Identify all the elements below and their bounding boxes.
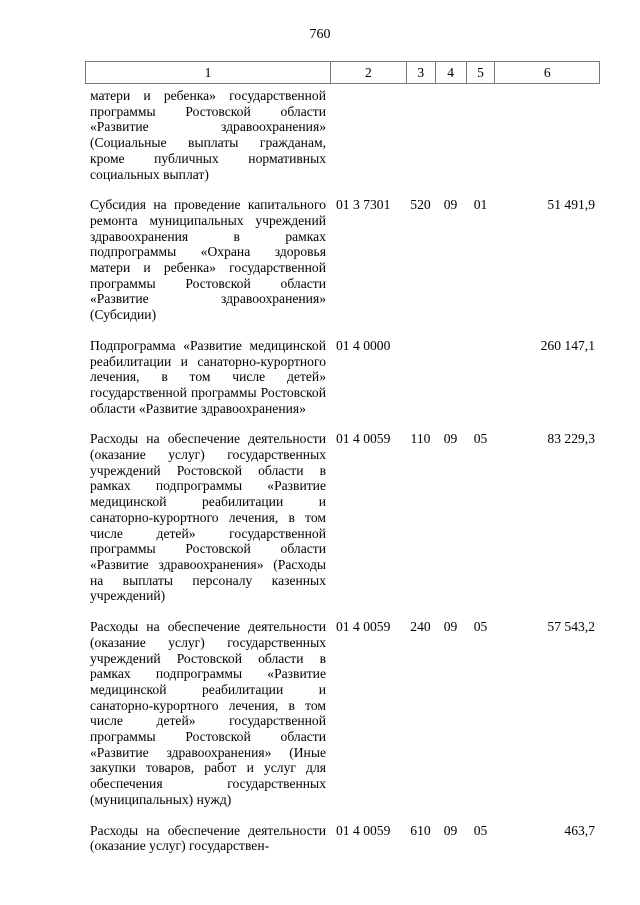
column-header-2: 2 xyxy=(330,62,406,83)
subsection-code: 05 xyxy=(473,619,488,635)
target-article-code: 01 4 0059 xyxy=(336,431,391,447)
column-header-3: 3 xyxy=(406,62,435,83)
subsection-code: 05 xyxy=(473,822,488,838)
row-description: матери и ребенка» государственной программы Ростовской области «Развитие здравоохранения» (Социальные выплаты гражданам, кроме публичных нормативных социальных выплат) xyxy=(90,88,326,182)
expense-type-code: 240 xyxy=(410,619,431,635)
amount: 260 147,1 xyxy=(540,337,595,353)
section-code: 09 xyxy=(443,197,458,213)
table-row xyxy=(85,431,600,604)
row-description: Расходы на обеспечение деятельности (оказание услуг) государственных учреждений Ростовской области в рамках подпрограммы «Развитие медицинской реабилитации и санаторно-курортного лечения, в том числе детей» государственной программы Ростовской области «Развитие здравоохранения» (Расходы на выплаты персоналу казенных учреждений) xyxy=(90,431,326,604)
expense-type-code: 520 xyxy=(410,197,431,213)
section-code: 09 xyxy=(443,619,458,635)
expense-type-code: 110 xyxy=(410,431,431,447)
table-row xyxy=(85,88,600,182)
row-description: Подпрограмма «Развитие медицинской реабилитации и санаторно-курортного лечения, в том числе детей» государственной программы Ростовской области «Развитие здравоохранения» xyxy=(90,337,326,416)
target-article-code: 01 4 0059 xyxy=(336,619,391,635)
target-article-code: 01 4 0059 xyxy=(336,822,391,838)
row-description: Расходы на обеспечение деятельности (оказание услуг) государствен- xyxy=(90,822,326,854)
amount: 51 491,9 xyxy=(547,197,595,213)
amount: 463,7 xyxy=(564,822,595,838)
table-row xyxy=(85,197,600,323)
row-description: Расходы на обеспечение деятельности (оказание услуг) государственных учреждений Ростовской области в рамках подпрограммы «Развитие медицинской реабилитации и санаторно-курортного лечения, в том числе детей» государственной программы Ростовской области «Развитие здравоохранения» (Иные закупки товаров, работ и услуг для обеспечения государственных (муниципальных) нужд) xyxy=(90,619,326,807)
subsection-code: 05 xyxy=(473,431,488,447)
table-row xyxy=(85,823,600,854)
target-article-code: 01 4 0000 xyxy=(336,337,391,353)
section-code: 09 xyxy=(443,431,458,447)
amount: 57 543,2 xyxy=(547,619,595,635)
page-number: 760 xyxy=(309,27,331,42)
expense-type-code: 610 xyxy=(410,822,431,838)
subsection-code: 01 xyxy=(473,197,488,213)
table-header-row xyxy=(85,61,600,84)
section-code: 09 xyxy=(443,822,458,838)
table-row xyxy=(85,338,600,417)
budget-table xyxy=(85,61,600,869)
column-header-1: 1 xyxy=(204,65,212,80)
column-header-5: 5 xyxy=(466,62,495,83)
table-row xyxy=(85,619,600,807)
column-header-6: 6 xyxy=(494,62,599,83)
column-header-4: 4 xyxy=(435,62,466,83)
target-article-code: 01 3 7301 xyxy=(336,197,391,213)
amount: 83 229,3 xyxy=(547,431,595,447)
row-description: Субсидия на проведение капитального ремонта муниципальных учреждений здравоохранения в рамках подпрограммы «Охрана здоровья матери и ребенка» государственной программы Ростовской области «Развитие здравоохранения» (Субсидии) xyxy=(90,197,326,323)
